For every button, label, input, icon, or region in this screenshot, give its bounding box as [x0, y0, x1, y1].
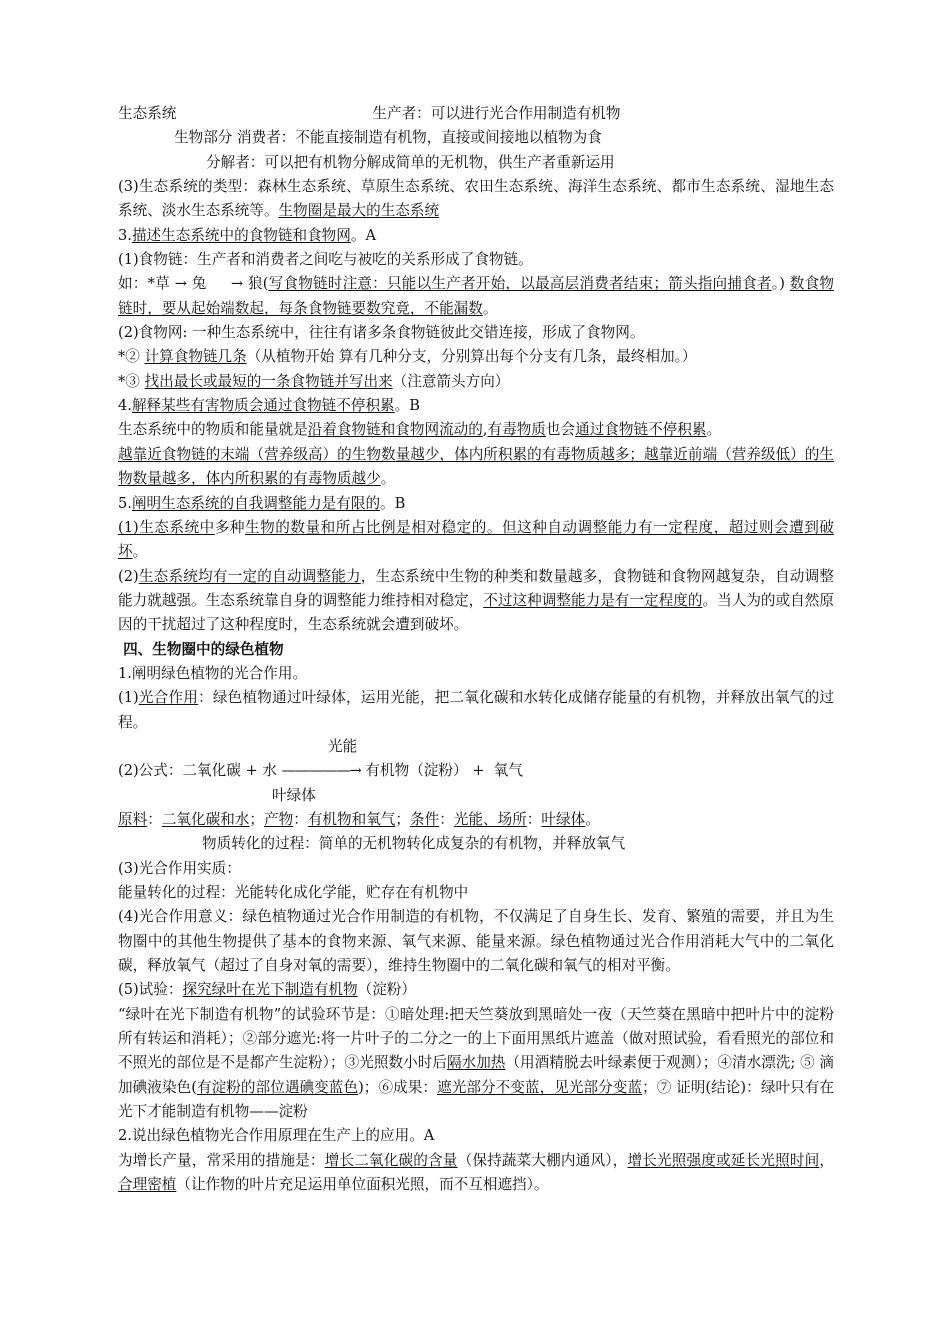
example-chain: 如：*草 → 兔 → 狼( [118, 275, 269, 293]
text-underlined: 不过这种调整能力是有一定程度的 [483, 591, 703, 609]
section-5-title [118, 492, 834, 516]
significance-paragraph [118, 905, 834, 978]
punct: , [482, 421, 488, 439]
punct: 。 [380, 470, 396, 488]
heading-text: 四、生物圈中的绿色植物 [118, 640, 284, 658]
text-underlined: (1)生态系统中 [118, 518, 215, 536]
text: 物质转化的过程：简单的无机物转化成复杂的有机物，并释放氧气 [202, 835, 626, 853]
text-underlined: 沿着食物链和食物网流动的 [307, 421, 483, 439]
text: ，生态系统中生物的种类和数量越多，食物链和食物网越复杂，自动调整能力就越强。生态系统靠自身的调整能力维持相对稳定， [118, 567, 834, 609]
photosynthesis-title [118, 662, 834, 686]
formula-condition-light [118, 735, 834, 759]
text: 生态系统中的物质和能量就是 [118, 421, 308, 439]
section-number: 3. [118, 226, 132, 244]
term-underlined: 增长二氧化碳的含量 [324, 1151, 458, 1169]
section-number: 4. [118, 397, 132, 415]
paragraph-text: (2)食物网: 一种生态系统中，往往有诸多条食物链彼此交错连接，形成了食物网。 [118, 324, 645, 342]
item-text: （注意箭头方向） [392, 372, 510, 390]
text-underlined: 生态系统均有一定的自动调整能力 [138, 567, 361, 585]
term-underlined: 二氧化碳和水 [161, 810, 250, 828]
energy-conversion-line [118, 881, 834, 905]
punct: ， [819, 1151, 834, 1169]
term-underlined: 产物 [264, 810, 294, 828]
punct: ； [249, 810, 264, 828]
item-title: 计算食物链几条 [144, 348, 247, 366]
text-underlined: 越靠近食物链的末端（营养级高）的生物数量越少，体内所积累的有毒物质越多；越靠近前端（营养级低）的生物数量越多，体内所积累的有毒物质越少 [118, 445, 834, 488]
text: (5)试验： [118, 981, 183, 999]
ecosystem-label: 生态系统 [118, 105, 177, 122]
text-underlined: 有毒物质 [487, 421, 546, 439]
green-plants-heading [118, 638, 834, 662]
term-underlined: 合理密植 [118, 1176, 177, 1194]
text: (1) [118, 689, 139, 707]
arrow-icon: —————→ [281, 762, 361, 780]
term-underlined: 隔水加热 [446, 1054, 506, 1072]
raw-materials-line [118, 808, 834, 832]
bullet: *② [118, 348, 145, 366]
text: 也会 [545, 421, 576, 439]
toxin-flow-paragraph [118, 418, 834, 442]
term-underlined: 遮光部分不变蓝，见光部分变蓝 [437, 1078, 643, 1096]
text: 多种 [214, 518, 246, 536]
eco-types-text: (3)生态系统的类型：森林生态系统、草原生态系统、农田生态系统、海洋生态系统、都市生态系统、湿地生态系统、淡水生态系统等。 [118, 178, 834, 220]
text: )；⑥成果： [358, 1078, 438, 1096]
self-regulation-p1 [118, 516, 834, 565]
text: 。当人为的或自然原因的干扰超过了这种程度时，生态系统就会遭到破坏。 [118, 591, 834, 634]
decomposer-text: 分解者：可以把有机物分解成简单的无机物，供生产者重新运用 [206, 153, 615, 171]
food-chain-example [118, 272, 834, 321]
formula-label: 叶绿体 [272, 786, 316, 804]
formula-equation [118, 759, 834, 783]
longest-chain-item [118, 370, 834, 394]
reactants: (2)公式：二氧化碳 + 水 [118, 762, 282, 780]
punct: ： [526, 810, 542, 828]
consumer-text: 生物部分 消费者：不能直接制造有机物，直接或间接地以植物为食 [174, 129, 602, 147]
text-underlined: 通过食物链不停积累 [575, 421, 707, 439]
section-4-title [118, 394, 834, 418]
producer-text: 生产者：可以进行光合作用制造有机物 [372, 105, 621, 122]
section-3-title [118, 224, 834, 248]
section-title: 阐明生态系统的自我调整能力是有限的 [131, 494, 381, 512]
section-level: 。B [394, 397, 420, 415]
subheading-text: 1.阐明绿色植物的光合作用。 [118, 664, 308, 682]
experiment-steps-paragraph [118, 1003, 834, 1125]
text: “绿叶在光下制造有机物”的试验环节是：①暗处理:把天竺葵放到黑暗处一夜（天竺葵在黑暗中把叶片中的淀粉所有转运和消耗）；②部分遮光:将一片叶子的二分之一的上下面用黑纸片遮盖（做对照试验，看看照光的部位和不照光的部位是不是都产生淀粉）；③光照数小时后 [118, 1005, 834, 1072]
punct: 。 [482, 299, 498, 317]
text: (4)光合作用意义：绿色植物通过光合作用制造的有机物，不仅满足了自身生长、发育、繁殖的需要，并且为生物圈中的其他生物提供了基本的食物来源、氧气来源、能量来源。绿色植物通过光合作用消耗大气中的二氧化碳，释放氧气（超过了自身对氧的需要），维持生物圈中的二氧化碳和氧气的相对平衡。 [118, 908, 834, 975]
term-underlined: 条件 [410, 810, 440, 828]
text: （让作物的叶片充足运用单位面积光照，而不互相遮挡）。 [176, 1176, 549, 1194]
essence-title [118, 857, 834, 881]
punct: ： [293, 810, 308, 828]
punct: 。) [771, 275, 790, 293]
text: (3)光合作用实质： [118, 859, 241, 877]
term-underlined: 探究绿叶在光下制造有机物 [182, 981, 358, 999]
paragraph-text: (1)食物链：生产者和消费者之间吃与被吃的关系形成了食物链。 [118, 251, 533, 269]
eco-types-paragraph [118, 175, 834, 224]
products: 有机物（淀粉） + 氧气 [360, 762, 523, 780]
eco-line-consumer [118, 126, 834, 150]
term-underlined: 光能、场所 [453, 810, 527, 828]
punct: 。 [132, 543, 148, 561]
text: （用酒精脱去叶绿素便于观测）；④清水漂洗; ⑤ 滴加碘液染色( [118, 1054, 834, 1096]
matter-conversion-line [118, 832, 834, 856]
self-regulation-p2 [118, 565, 834, 638]
note-underlined: 写食物链时注意：只能以生产者开始，以最高层消费者结束；箭头指向捕食者 [268, 275, 772, 293]
application-title [118, 1124, 834, 1148]
item-text: （从植物开始 算有几种分支，分别算出每个分支有几条，最终相加。） [246, 348, 697, 366]
term-underlined: 有淀粉的部位遇碘变蓝色 [196, 1078, 359, 1096]
term-underlined: 有机物和氧气 [307, 810, 396, 828]
text: （淀粉） [357, 981, 416, 999]
term-underlined: 原料 [118, 810, 148, 828]
note-underlined: 数食物链时，要从起始端数起，每条食物链要数究竟，不能漏数 [118, 275, 834, 317]
text: (2) [118, 567, 139, 585]
text: 能量转化的过程：光能转化成化学能，贮存在有机物中 [118, 884, 469, 901]
item-title: 找出最长或最短的一条食物链并写出来 [144, 372, 393, 390]
section-level: 。B [380, 494, 406, 512]
text: 为增长产量，常采用的措施是： [118, 1151, 325, 1169]
text-underlined: 生物的数量和所占比例是相对稳定的。但这种自动调整能力有一定程度，超过则会遭到破坏 [118, 518, 834, 561]
punct: ： [147, 810, 162, 828]
section-title: 描述生态系统中的食物链和食物网 [131, 226, 351, 244]
food-web-def [118, 321, 834, 345]
section-title: 解释某些有害物质会通过食物链不停积累 [131, 397, 395, 415]
bullet: *③ [118, 372, 145, 390]
experiment-title [118, 978, 834, 1002]
term-underlined: 光合作用 [138, 689, 199, 707]
document-page [118, 102, 834, 1197]
section-level: 。A [350, 226, 376, 244]
punct: 。 [585, 810, 600, 828]
photosynthesis-definition [118, 686, 834, 735]
formula-condition-chloroplast [118, 784, 834, 808]
application-paragraph [118, 1149, 834, 1198]
punct: 。 [706, 421, 722, 439]
eco-line-decomposer [118, 151, 834, 175]
text: ；⑦ 证明(结论)：绿叶只有在光下才能制造有机物——淀粉 [118, 1078, 834, 1121]
term-underlined: 增长光照强度或延长光照时间 [627, 1151, 820, 1169]
formula-label: 光能 [328, 737, 358, 755]
punct: ： [439, 810, 454, 828]
biosphere-note: 生物圈是最大的生态系统 [278, 202, 440, 220]
subheading-text: 2.说出绿色植物光合作用原理在生产上的应用。A [118, 1127, 435, 1145]
punct: ； [395, 810, 410, 828]
text: ：绿色植物通过叶绿体，运用光能，把二氧化碳和水转化成储存能量的有机物，并释放出氧气的过程。 [118, 689, 834, 731]
food-chain-def [118, 248, 834, 272]
trophic-level-paragraph [118, 443, 834, 492]
section-number: 5. [118, 494, 132, 512]
term-underlined: 叶绿体 [541, 810, 586, 828]
count-chains-item [118, 345, 834, 369]
text: （保持蔬菜大棚内通风）， [457, 1151, 628, 1169]
eco-line-producer [118, 102, 834, 126]
